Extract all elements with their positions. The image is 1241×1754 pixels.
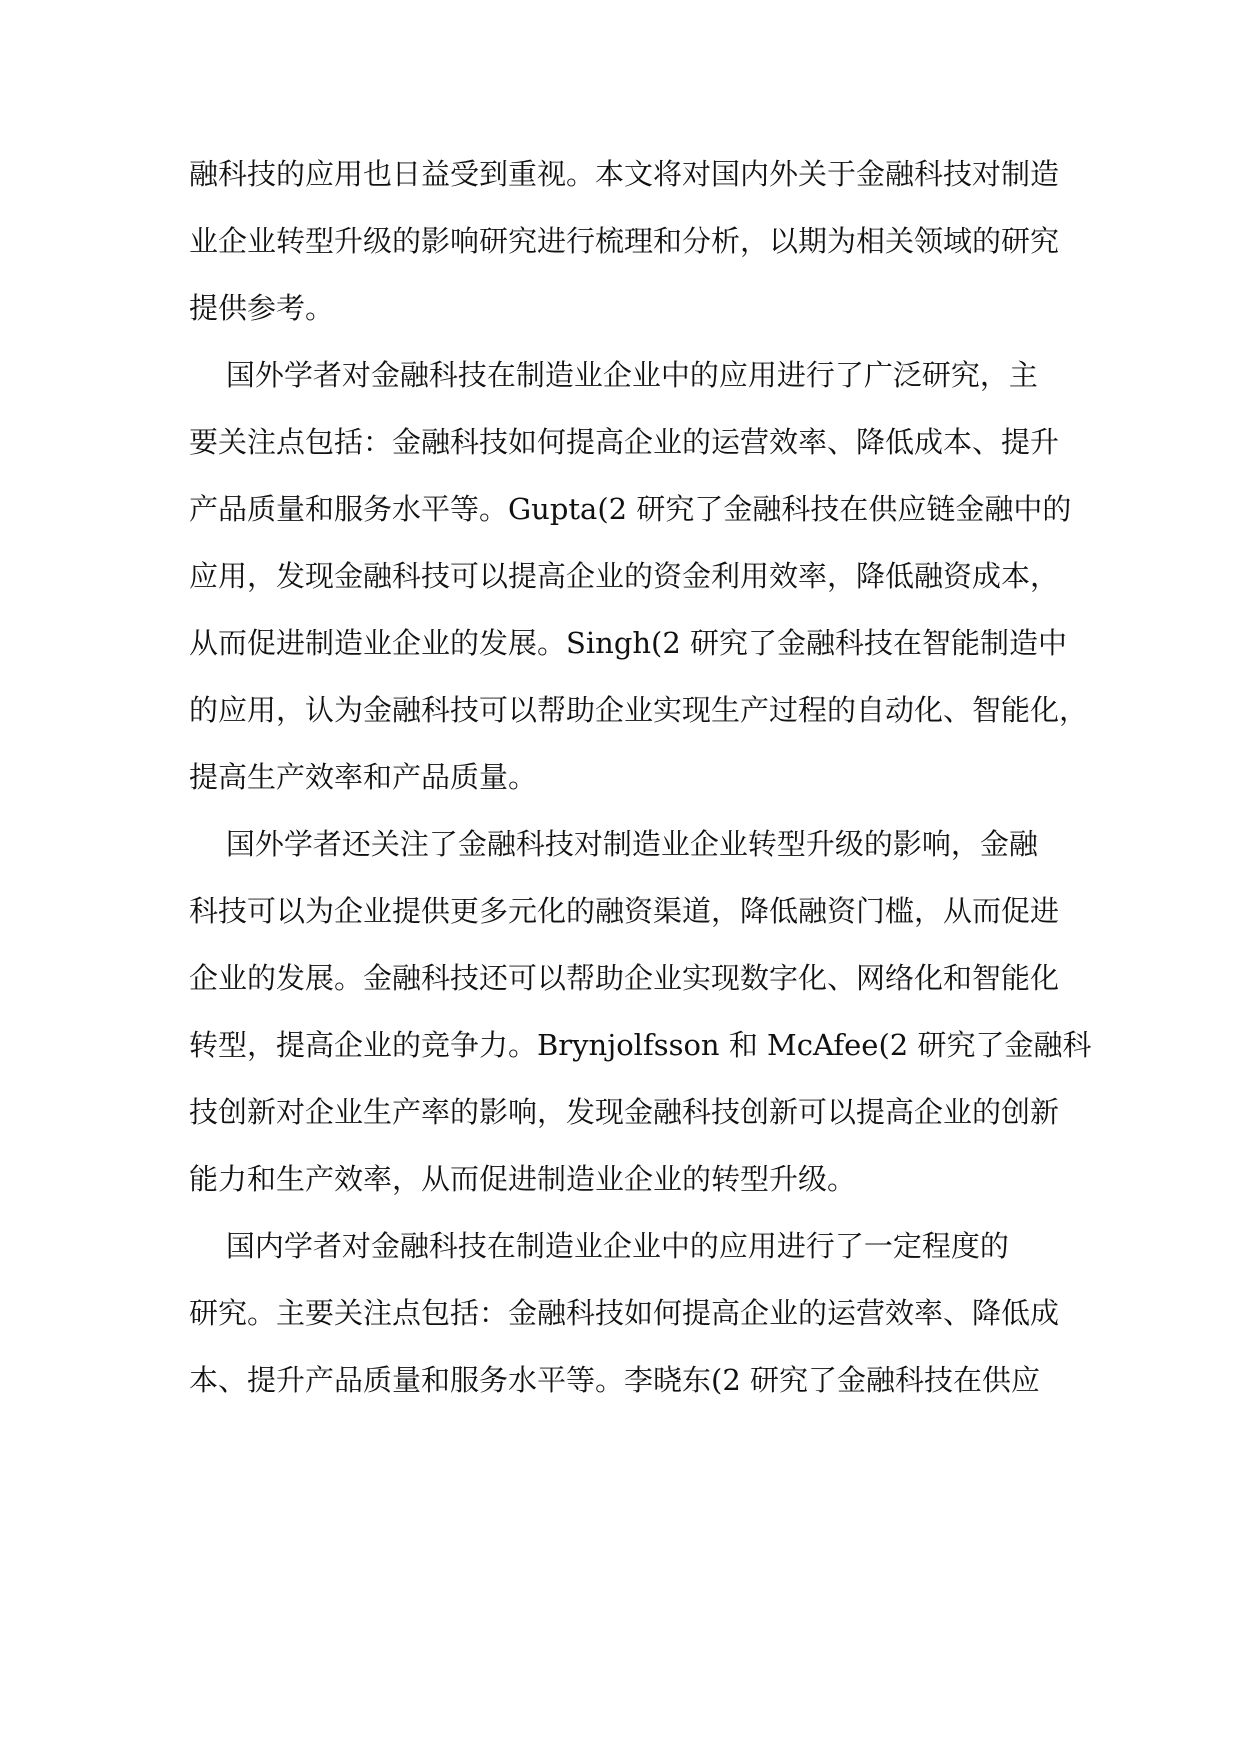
text-line: 国内学者对金融科技在制造业企业中的应用进行了一定程度的 <box>189 1229 1009 1263</box>
text-line: 应用，发现金融科技可以提高企业的资金利用效率，降低融资成本， <box>189 559 1060 593</box>
text-line: 业企业转型升级的影响研究进行梳理和分析，以期为相关领域的研究 <box>189 224 1060 258</box>
text-line: 提高生产效率和产品质量。 <box>189 760 538 794</box>
text-line: 的应用，认为金融科技可以帮助企业实现生产过程的自动化、智能化， <box>189 693 1089 727</box>
text-line: 国外学者还关注了金融科技对制造业企业转型升级的影响，金融 <box>189 827 1038 861</box>
text-line: 国外学者对金融科技在制造业企业中的应用进行了广泛研究，主 <box>189 358 1038 392</box>
text-line: 要关注点包括：金融科技如何提高企业的运营效率、降低成本、提升 <box>189 425 1060 459</box>
text-line: 产品质量和服务水平等。Gupta(2 研究了金融科技在供应链金融中的 <box>189 492 1072 526</box>
text-line: 技创新对企业生产率的影响，发现金融科技创新可以提高企业的创新 <box>189 1095 1060 1129</box>
text-line: 从而促进制造业企业的发展。Singh(2 研究了金融科技在智能制造中 <box>189 626 1068 660</box>
body-text <box>189 141 1092 1414</box>
text-line: 能力和生产效率，从而促进制造业企业的转型升级。 <box>189 1162 857 1196</box>
text-line: 转型，提高企业的竞争力。Brynjolfsson 和 McAfee(2 研究了金融科 <box>189 1028 1092 1062</box>
text-line: 研究。主要关注点包括：金融科技如何提高企业的运营效率、降低成 <box>189 1296 1060 1330</box>
text-line: 提供参考。 <box>189 291 335 325</box>
text-line: 科技可以为企业提供更多元化的融资渠道，降低融资门槛，从而促进 <box>189 894 1060 928</box>
text-line: 本、提升产品质量和服务水平等。李晓东(2 研究了金融科技在供应 <box>189 1363 1040 1397</box>
text-line: 融科技的应用也日益受到重视。本文将对国内外关于金融科技对制造 <box>189 157 1060 191</box>
text-line: 企业的发展。金融科技还可以帮助企业实现数字化、网络化和智能化 <box>189 961 1060 995</box>
